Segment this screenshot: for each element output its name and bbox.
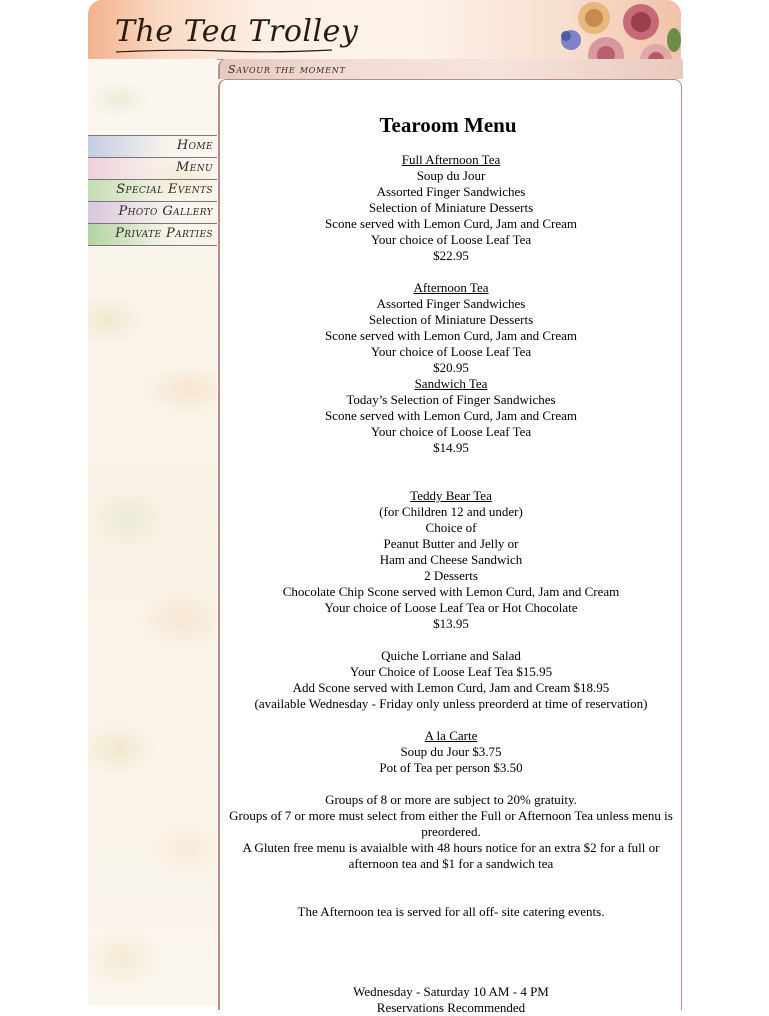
- sidebar-item-label: Special Events: [116, 182, 213, 197]
- menu-line: Scone served with Lemon Curd, Jam and Cream: [325, 216, 577, 231]
- menu-line: Reservations Recommended: [376, 1000, 526, 1015]
- menu-line: (available Wednesday - Friday only unless preorderd at time of reservation): [254, 696, 648, 711]
- sidebar-item-home[interactable]: [88, 136, 217, 158]
- menu-spacer: [226, 920, 676, 936]
- menu-spacer: [226, 952, 676, 968]
- page-title: Tearoom Menu: [379, 113, 517, 137]
- site-container: [88, 0, 681, 1015]
- menu-line: Quiche Lorriane and Salad: [381, 648, 521, 663]
- menu-line: (for Children 12 and under): [379, 504, 523, 519]
- menu-spacer: [226, 456, 676, 472]
- sidebar-item-menu[interactable]: [88, 158, 217, 180]
- menu-line: Pot of Tea per person $3.50: [379, 760, 523, 775]
- menu-line: A Gluten free menu is avaialble with 48 hours notice for an extra $2 for a full or afternoon tea and $1 for a sandwich tea: [242, 840, 660, 871]
- menu-section-heading: Afternoon Tea: [413, 280, 489, 295]
- menu-line: Scone served with Lemon Curd, Jam and Cream: [325, 408, 577, 423]
- menu-line: $22.95: [433, 248, 469, 263]
- menu-line: Choice of: [425, 520, 477, 535]
- menu-section-heading: A la Carte: [424, 728, 478, 743]
- menu-line: Scone served with Lemon Curd, Jam and Cream: [325, 328, 577, 343]
- menu-line: Soup du Jour: [416, 168, 486, 183]
- site-logo[interactable]: The Tea Trolley: [115, 14, 359, 49]
- menu-spacer: [226, 888, 676, 904]
- logo-swash-decoration: [114, 48, 334, 54]
- menu-line: Peanut Butter and Jelly or: [383, 536, 519, 551]
- menu-line: Wednesday - Saturday 10 AM - 4 PM: [353, 984, 549, 999]
- menu-spacer: [226, 936, 676, 952]
- roses-decoration-image: [546, 0, 681, 60]
- menu-line: Assorted Finger Sandwiches: [376, 296, 526, 311]
- menu-line: $13.95: [433, 616, 469, 631]
- menu-line: Your choice of Loose Leaf Tea: [370, 424, 532, 439]
- main-content: [218, 79, 682, 1015]
- menu-line: Selection of Miniature Desserts: [368, 200, 534, 215]
- menu-line: Selection of Miniature Desserts: [368, 312, 534, 327]
- menu-spacer: [226, 712, 676, 728]
- menu-body: [226, 152, 676, 1016]
- menu-line: The Afternoon tea is served for all off- site catering events.: [297, 904, 605, 919]
- menu-spacer: [226, 264, 676, 280]
- sidebar-item-label: Home: [176, 138, 213, 153]
- menu-line: 2 Desserts: [424, 568, 478, 583]
- menu-line: Your choice of Loose Leaf Tea: [370, 344, 532, 359]
- menu-section-heading: Teddy Bear Tea: [410, 488, 492, 503]
- site-header: [88, 0, 681, 60]
- sidebar-item-label: Private Parties: [115, 226, 213, 241]
- sidebar: [88, 59, 217, 1005]
- menu-line: Add Scone served with Lemon Curd, Jam and Cream $18.95: [292, 680, 610, 695]
- site-tagline: Savour the moment: [228, 63, 346, 76]
- menu-line: Today’s Selection of Finger Sandwiches: [346, 392, 556, 407]
- menu-spacer: [226, 632, 676, 648]
- menu-spacer: [226, 776, 676, 792]
- menu-line: $20.95: [433, 360, 469, 375]
- menu-line: Assorted Finger Sandwiches: [376, 184, 526, 199]
- menu-line: Ham and Cheese Sandwich: [379, 552, 523, 567]
- menu-line: Groups of 8 or more are subject to 20% gratuity.: [325, 792, 577, 807]
- menu-spacer: [226, 872, 676, 888]
- menu-line: Soup du Jour $3.75: [400, 744, 502, 759]
- menu-line: $14.95: [433, 440, 469, 455]
- menu-line: Your choice of Loose Leaf Tea: [370, 232, 532, 247]
- menu-section-heading: Full Afternoon Tea: [401, 152, 501, 167]
- menu-section-heading: Sandwich Tea: [414, 376, 488, 391]
- sidebar-item-label: Menu: [176, 160, 213, 175]
- tagline-bar: [218, 59, 683, 79]
- sidebar-item-special-events[interactable]: [88, 180, 217, 202]
- menu-line: Your Choice of Loose Leaf Tea $15.95: [349, 664, 553, 679]
- menu-spacer: [226, 472, 676, 488]
- sidebar-item-photo-gallery[interactable]: [88, 202, 217, 224]
- menu-spacer: [226, 968, 676, 984]
- menu-line: Your choice of Loose Leaf Tea or Hot Chocolate: [324, 600, 578, 615]
- sidebar-nav: [88, 135, 217, 246]
- sidebar-item-label: Photo Gallery: [118, 204, 213, 219]
- sidebar-item-private-parties[interactable]: [88, 224, 217, 246]
- menu-line: Groups of 7 or more must select from either the Full or Afternoon Tea unless menu is preordered.: [229, 808, 673, 839]
- menu-line: Chocolate Chip Scone served with Lemon Curd, Jam and Cream: [282, 584, 620, 599]
